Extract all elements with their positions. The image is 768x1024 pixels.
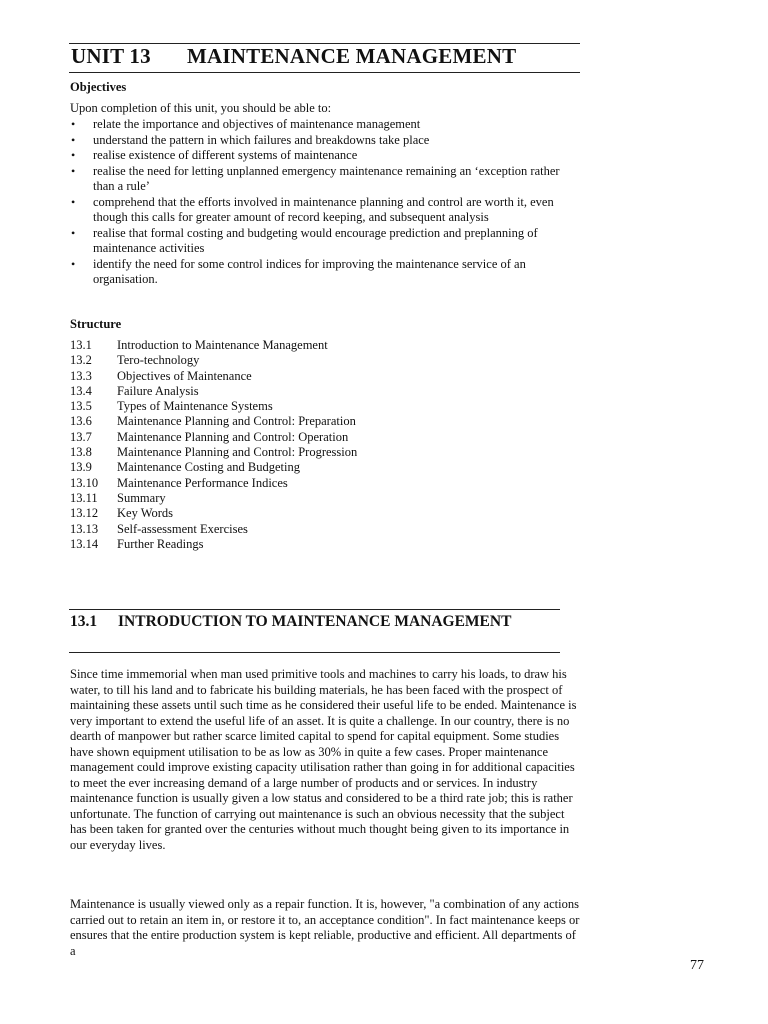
objective-item: • realise existence of different systems of maintenance bbox=[71, 148, 358, 162]
body-paragraph: Maintenance is usually viewed only as a repair function. It is, however, "a combination of any actions carried out to retain an item in, or restore it to, an acceptance condition". In fact maintenance keeps or ensures that the entire production system is kept reliable, productive and efficient. All departments of a bbox=[70, 897, 580, 958]
bullet-icon: • bbox=[71, 148, 76, 162]
objective-item: • relate the importance and objectives of maintenance management bbox=[71, 117, 421, 131]
section-top-rule bbox=[69, 609, 560, 610]
bullet-icon: • bbox=[71, 225, 76, 240]
structure-item[interactable]: 13.12 Key Words bbox=[70, 506, 174, 521]
unit-title bbox=[71, 44, 516, 69]
structure-item[interactable]: 13.1 Introduction to Maintenance Management bbox=[70, 338, 328, 352]
structure-item[interactable]: 13.14 Further Readings bbox=[70, 536, 204, 551]
unit-number: UNIT 13 bbox=[71, 44, 151, 68]
structure-item[interactable]: 13.7 Maintenance Planning and Control: Operation bbox=[70, 429, 349, 444]
objectives-intro: Upon completion of this unit, you should be able to: bbox=[70, 101, 332, 115]
structure-item[interactable]: 13.11 Summary bbox=[70, 490, 166, 505]
structure-item[interactable]: 13.8 Maintenance Planning and Control: Progression bbox=[70, 445, 358, 460]
structure-item[interactable]: 13.2 Tero-technology bbox=[70, 353, 200, 368]
objective-item: • identify the need for some control indices for improving the maintenance service of an organisation. bbox=[71, 256, 526, 286]
unit-bottom-rule bbox=[69, 72, 580, 73]
bullet-icon: • bbox=[71, 163, 76, 178]
objectives-list bbox=[70, 117, 580, 288]
structure-list bbox=[70, 338, 357, 552]
structure-heading: Structure bbox=[70, 317, 122, 331]
objective-item: • comprehend that the efforts involved in maintenance planning and control are worth it, even though this calls for greater amount of record keeping, and subsequent analysis bbox=[71, 194, 554, 224]
section-bottom-rule bbox=[69, 652, 560, 653]
structure-item[interactable]: 13.3 Objectives of Maintenance bbox=[70, 368, 252, 383]
bullet-icon: • bbox=[71, 194, 76, 209]
structure-item[interactable]: 13.10 Maintenance Performance Indices bbox=[70, 475, 288, 490]
bullet-icon: • bbox=[71, 256, 76, 271]
section-title: INTRODUCTION TO MAINTENANCE MANAGEMENT bbox=[118, 613, 512, 630]
structure-item[interactable]: 13.6 Maintenance Planning and Control: Preparation bbox=[70, 414, 356, 429]
objective-item: • understand the pattern in which failures and breakdowns take place bbox=[71, 132, 430, 147]
structure-item[interactable]: 13.9 Maintenance Costing and Budgeting bbox=[70, 460, 300, 475]
unit-name: MAINTENANCE MANAGEMENT bbox=[187, 44, 517, 68]
bullet-icon: • bbox=[71, 117, 76, 131]
section-number: 13.1 bbox=[70, 613, 98, 630]
objective-item: • realise the need for letting unplanned emergency maintenance remaining an ‘exception rather than a rule’ bbox=[71, 163, 560, 193]
objectives-heading: Objectives bbox=[70, 80, 127, 94]
page-number: 77 bbox=[690, 958, 704, 973]
structure-item[interactable]: 13.13 Self-assessment Exercises bbox=[70, 521, 248, 536]
structure-item[interactable]: 13.4 Failure Analysis bbox=[70, 383, 199, 398]
objective-item: • realise that formal costing and budgeting would encourage prediction and preplanning of maintenance activities bbox=[71, 225, 538, 255]
structure-item[interactable]: 13.5 Types of Maintenance Systems bbox=[70, 399, 273, 414]
body-paragraph: Since time immemorial when man used primitive tools and machines to carry his loads, to draw his water, to till his land and to fabricate his building materials, he has been faced with the prospect of maintaining these assets until such time as he considered their useful life to be ended. Maintenance is very important to extend the useful life of an asset. It is quite a challenge. In our country, there is no dearth of manpower but rather scarce limited capital to spend for capital equipment. Some studies have shown equipment utilisation to be as low as 30% in quite a few cases. Proper maintenance management could improve existing capacity utilisation rather than going in for additional capacities to meet the ever increasing demand of a large number of products and or services. In industry maintenance function is usually given a low status and considered to be a third rate job; this is rather unfortunate. The function of carrying out maintenance is such an obvious necessity that the subject has been taken for granted over the centuries without much thought being given to its importance in our everyday lives. bbox=[70, 667, 577, 852]
bullet-icon: • bbox=[71, 132, 76, 147]
